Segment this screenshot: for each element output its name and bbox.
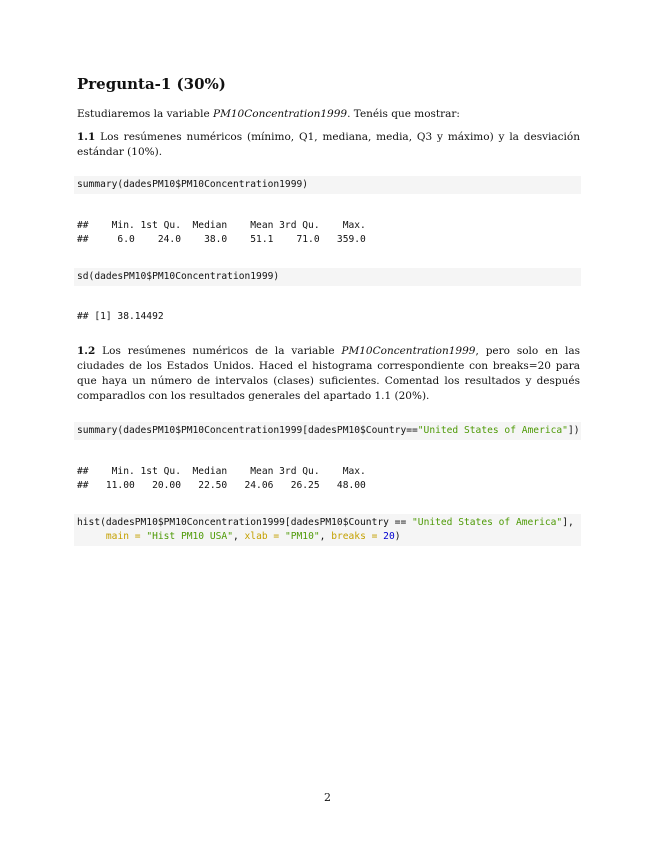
code-string: "United States of America" — [417, 425, 568, 436]
intro-text-post: . Tenéis que mostrar: — [347, 108, 460, 120]
code-arg: xlab = — [244, 531, 285, 542]
code-summary-all: summary(dadesPM10$PM10Concentration1999) — [74, 176, 581, 194]
code-indent — [77, 531, 106, 542]
code-sd: sd(dadesPM10$PM10Concentration1999) — [74, 268, 581, 286]
item-1-2-variable: PM10Concentration1999 — [341, 345, 476, 357]
code-text: , — [232, 531, 245, 542]
intro-variable: PM10Concentration1999 — [213, 108, 348, 120]
code-text: ], — [562, 517, 574, 528]
page-number: 2 — [324, 791, 331, 804]
item-1-2-paragraph — [77, 344, 580, 404]
code-text: summary(dadesPM10$PM10Concentration1999[dadesPM10$Country== — [77, 425, 418, 436]
output-sd: ## [1] 38.14492 — [77, 311, 164, 322]
output-line: ## 11.00 20.00 22.50 24.06 26.25 48.00 — [77, 480, 372, 491]
code-summary-usa — [74, 422, 581, 440]
code-text: ) — [394, 531, 401, 542]
code-number: 20 — [383, 531, 395, 542]
section-heading: Pregunta-1 (30%) — [77, 75, 226, 93]
item-1-1-paragraph — [77, 130, 580, 160]
output-line: ## 6.0 24.0 38.0 51.1 71.0 359.0 — [77, 234, 372, 245]
output-line: ## Min. 1st Qu. Median Mean 3rd Qu. Max. — [77, 466, 372, 477]
code-string: "PM10" — [284, 531, 320, 542]
item-1-2-text-post: , pero solo en las ciudades de los Estados Unidos. Haced el histograma correspondiente con breaks=20 para que haya un número de intervalos (clases) suficientes. Comentad los resultados y después comparadlos con los resultados generales del apartado 1.1 (20%). — [77, 345, 580, 402]
code-text: , — [319, 531, 332, 542]
code-string: "United States of America" — [412, 517, 563, 528]
intro-text-pre: Estudiaremos la variable — [77, 108, 214, 120]
item-1-2-number: 1.2 — [77, 345, 96, 357]
output-summary-usa — [77, 465, 372, 493]
code-line — [77, 516, 578, 530]
output-line: ## Min. 1st Qu. Median Mean 3rd Qu. Max. — [77, 220, 372, 231]
code-text: hist(dadesPM10$PM10Concentration1999[dadesPM10$Country == — [77, 517, 413, 528]
output-summary-all — [77, 219, 372, 247]
code-text: ]) — [567, 425, 580, 436]
item-1-1-text: Los resúmenes numéricos (mínimo, Q1, mediana, media, Q3 y máximo) y la desviación estándar (10%). — [77, 131, 580, 158]
item-1-2-text-pre: Los resúmenes numéricos de la variable — [95, 345, 342, 357]
code-hist — [74, 514, 581, 546]
code-string: "Hist PM10 USA" — [146, 531, 233, 542]
code-arg: main = — [105, 531, 147, 542]
item-1-1-number: 1.1 — [77, 131, 96, 143]
code-line — [77, 530, 578, 544]
code-arg: breaks = — [331, 531, 384, 542]
intro-paragraph — [77, 107, 580, 122]
